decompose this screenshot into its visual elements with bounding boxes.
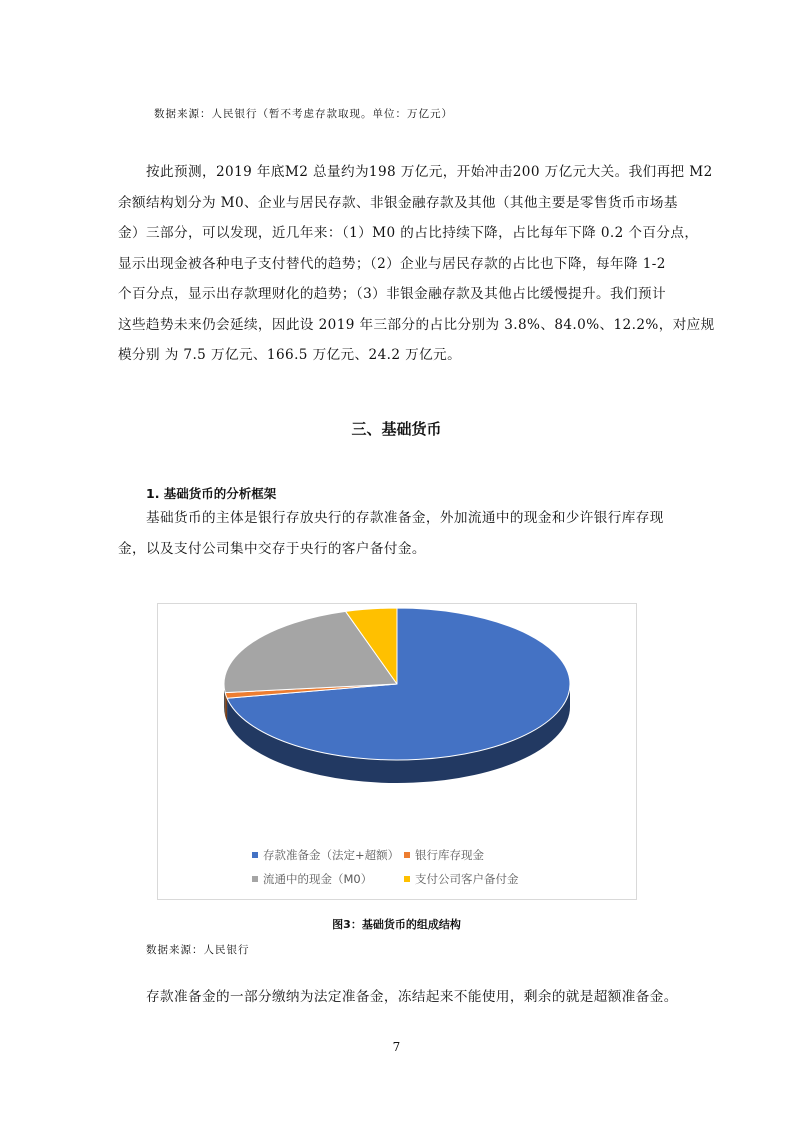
legend-item-payment-reserve bbox=[404, 871, 519, 887]
legend-item-m0 bbox=[252, 871, 372, 887]
figure-source-note: 数据来源：人民银行 bbox=[146, 944, 250, 956]
legend-label: 银行库存现金 bbox=[415, 848, 484, 862]
section-title: 三、基础货币 bbox=[351, 420, 442, 438]
legend-label: 存款准备金（法定+超额） bbox=[263, 848, 400, 862]
legend-item-vault-cash bbox=[404, 847, 484, 863]
figure-caption: 图3：基础货币的组成结构 bbox=[332, 918, 461, 931]
text-line: 余额结构划分为 M0、企业与居民存款、非银金融存款及其他（其他主要是零售货币市场基 bbox=[118, 194, 678, 211]
legend-swatch bbox=[252, 852, 258, 858]
legend-label: 流通中的现金（M0） bbox=[263, 872, 373, 886]
text-line: 基础货币的主体是银行存放央行的存款准备金，外加流通中的现金和少许银行库存现 bbox=[146, 510, 664, 526]
legend-swatch bbox=[404, 876, 410, 882]
paragraph-base-money-intro bbox=[118, 503, 676, 564]
paragraph-reserve-note bbox=[118, 982, 676, 1013]
text-line: 显示出现金被各种电子支付替代的趋势；（2）企业与居民存款的占比也下降，每年降 1-2 bbox=[118, 255, 666, 272]
text-line: 存款准备金的一部分缴纳为法定准备金，冻结起来不能使用，剩余的就是超额准备金。 bbox=[146, 989, 678, 1005]
text-line: 按此预测，2019 年底M2 总量约为198 万亿元，开始冲击200 万亿元大关。我们再把 M2 bbox=[146, 164, 713, 180]
legend-label: 支付公司客户备付金 bbox=[415, 872, 519, 886]
pie-chart bbox=[157, 603, 637, 900]
table-source-note: 数据来源：人民银行（暂不考虑存款取现。单位：万亿元） bbox=[154, 108, 453, 120]
text-line: 模分别 为 7.5 万亿元、166.5 万亿元、24.2 万亿元。 bbox=[118, 347, 462, 363]
legend-swatch bbox=[404, 852, 410, 858]
legend-item-reserve bbox=[252, 847, 399, 863]
page-number: 7 bbox=[392, 1040, 401, 1054]
text-line: 这些趋势未来仍会延续，因此设 2019 年三部分的占比分别为 3.8%、84.0%、12.2%，对应规 bbox=[118, 316, 715, 333]
text-line: 金，以及支付公司集中交存于央行的客户备付金。 bbox=[118, 540, 426, 557]
legend-swatch bbox=[252, 876, 258, 882]
text-line: 个百分点，显示出存款理财化的趋势；（3）非银金融存款及其他占比缓慢提升。我们预计 bbox=[118, 286, 667, 302]
subsection-title: 1. 基础货币的分析框架 bbox=[146, 486, 277, 501]
text-line: 金）三部分，可以发现，近几年来：（1）M0 的占比持续下降，占比每年下降 0.2 个百分点， bbox=[118, 225, 699, 241]
paragraph-m2-forecast bbox=[118, 157, 715, 371]
